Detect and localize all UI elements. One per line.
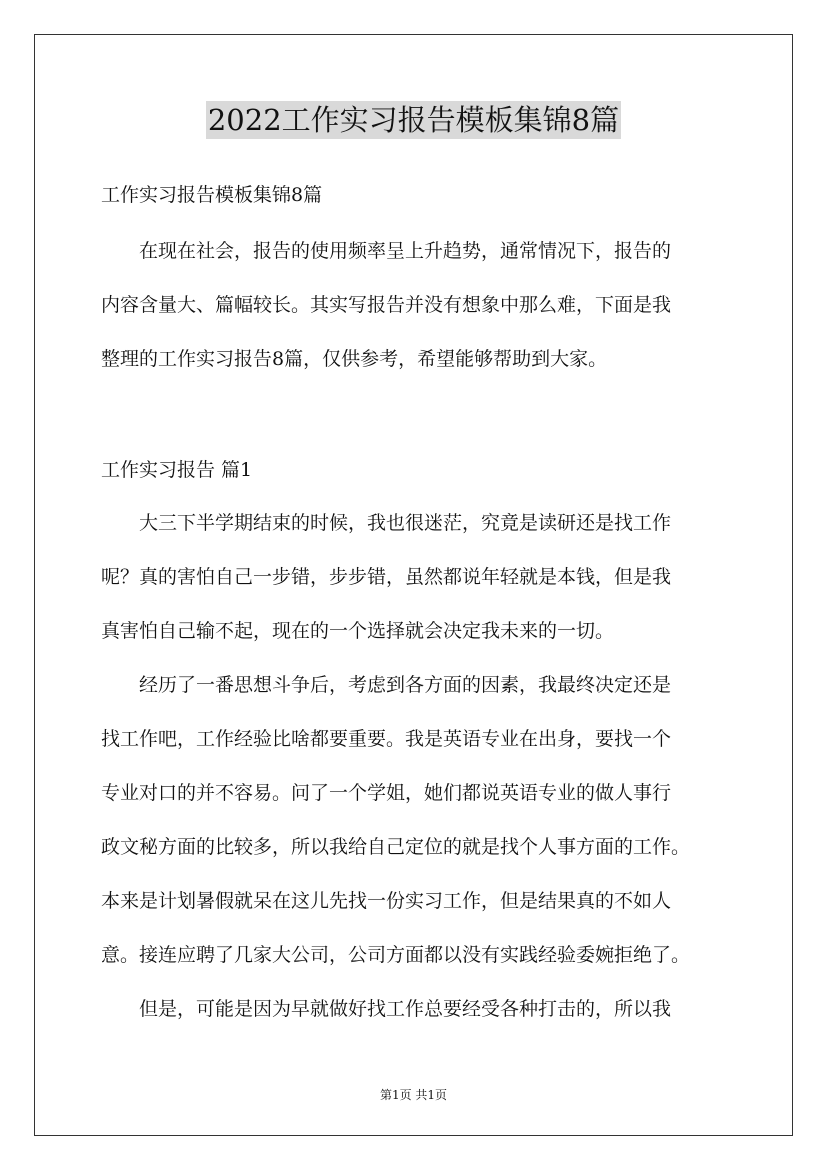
- page-footer: 第1页 共1页: [379, 1088, 448, 1102]
- paragraph-line: 找工作吧，工作经验比啥都要重要。我是英语专业在出身，要找一个: [101, 728, 672, 750]
- paragraph-line: 但是，可能是因为早就做好找工作总要经受各种打击的，所以我: [101, 998, 672, 1020]
- paragraph-line: 经历了一番思想斗争后，考虑到各方面的因素，我最终决定还是: [101, 674, 672, 696]
- paragraph-line: 呢？真的害怕自己一步错，步步错，虽然都说年轻就是本钱，但是我: [101, 566, 672, 588]
- paragraph-line: 真害怕自己输不起，现在的一个选择就会决定我未来的一切。: [101, 620, 615, 642]
- paragraph-line: 专业对口的并不容易。问了一个学姐，她们都说英语专业的做人事行: [101, 782, 672, 804]
- paragraph-line: 整理的工作实习报告8篇，仅供参考，希望能够帮助到大家。: [101, 348, 608, 370]
- document-title: [0, 98, 827, 139]
- paragraph-line: 在现在社会，报告的使用频率呈上升趋势，通常情况下，报告的: [101, 240, 672, 262]
- document-title-text: 2022工作实习报告模板集锦8篇: [207, 103, 620, 137]
- paragraph-line: 大三下半学期结束的时候，我也很迷茫，究竟是读研还是找工作: [101, 512, 672, 534]
- section-heading: 工作实习报告 篇1: [101, 459, 253, 481]
- paragraph-line: 内容含量大、篇幅较长。其实写报告并没有想象中那么难，下面是我: [101, 294, 672, 316]
- paragraph-line: 意。接连应聘了几家大公司，公司方面都以没有实践经验委婉拒绝了。: [101, 944, 691, 966]
- paragraph-line: 政文秘方面的比较多，所以我给自己定位的就是找个人事方面的工作。: [101, 836, 691, 858]
- paragraph-line: 本来是计划暑假就呆在这儿先找一份实习工作，但是结果真的不如人: [101, 890, 672, 912]
- document-subtitle: 工作实习报告模板集锦8篇: [101, 184, 323, 206]
